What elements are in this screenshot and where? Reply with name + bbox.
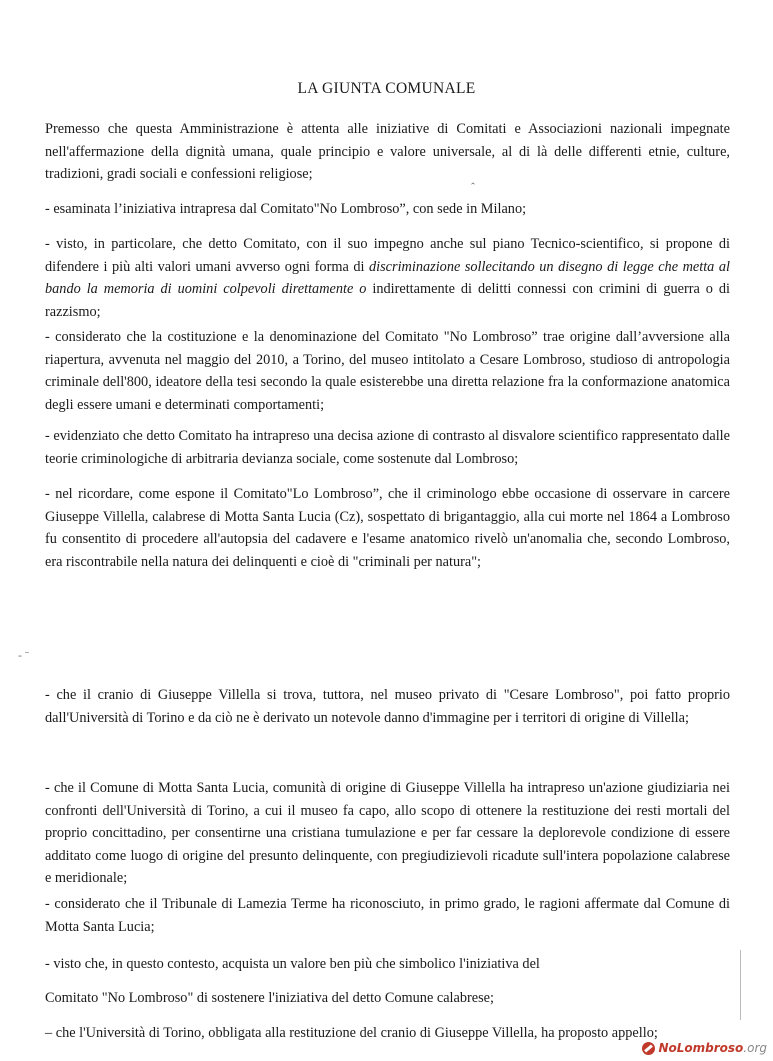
paragraph-premesso: Premesso che questa Amministrazione è attenta alle iniziative di Comitati e Associazioni nazionali impegnate nell'affermazione della dignità umana, quale principio e valore universale, al di là delle differenti etnie, culture, tradizioni, gradi sociali e confessioni religiose;: [45, 121, 730, 182]
paragraph-visto-contesto-a: - visto che, in questo contesto, acquista un valore ben più che simbolico l'iniziativa del: [45, 956, 540, 972]
paragraph-evidenziato: - evidenziato che detto Comitato ha intrapreso una decisa azione di contrasto al disvalore scientifico rappresentato dalle teorie criminologiche di arbitraria devianza sociale, come sostenute dal Lombroso;: [45, 428, 730, 467]
document-title: LA GIUNTA COMUNALE: [297, 80, 476, 97]
paragraph-considerato-costituzione: - considerato che la costituzione e la denominazione del Comitato "No Lombroso” trae origine dall’avversione alla riapertura, avvenuta nel maggio del 2010, a Torino, del museo intitolato a Cesare Lombroso, studioso di antropologia criminale dell'800, ideatore della tesi secondo la quale esisterebbe una diretta relazione fra la conformazione anatomica degli essere umani e determinati comportamenti;: [45, 329, 730, 413]
visto-text-c: indirettamente di delitti connessi con crimini di guerra o di razzismo;: [45, 281, 730, 320]
visto-text-italic: discriminazione sollecitando un disegno di legge che metta al bando la memoria di uomini colpevoli direttamente o: [45, 258, 730, 297]
watermark-tld: .org: [743, 1041, 767, 1055]
paragraph-comune-motta: - che il Comune di Motta Santa Lucia, comunità di origine di Giuseppe Villella ha intrapreso un'azione giudiziaria nei confronti dell'Università di Torino, a cui il museo fa capo, allo scopo di ottenere la restituzione dei resti mortali del proprio concittadino, per consentirne una cristiana tumulazione e per far cessare la deplorevole condizione di essere additato come luogo di origine del presunto delinquente, con pregiudizievoli ricadute sull'intera popolazione calabrese e meridionale;: [45, 780, 730, 886]
paragraph-visto: [45, 233, 730, 323]
watermark-brand: NoLombroso: [658, 1041, 744, 1055]
paragraph-appello: – che l'Università di Torino, obbligata alla restituzione del cranio di Giuseppe Villella, ha proposto appello;: [45, 1025, 658, 1041]
no-sign-icon: [642, 1042, 655, 1055]
paragraph-tribunale: - considerato che il Tribunale di Lamezia Terme ha riconosciuto, in primo grado, le ragioni affermate dal Comune di Motta Santa Lucia;: [45, 896, 730, 935]
paragraph-nel-ricordare: - nel ricordare, come espone il Comitato"Lo Lombroso”, che il criminologo ebbe occasione di osservare in carcere Giuseppe Villella, calabrese di Motta Santa Lucia (Cz), sospettato di brigantaggio, alla cui morte nel 1864 a Lombroso fu consentito di procedere all'autopsia del cadavere e l'esame anatomico rivelò un'anomalia che, secondo Lombroso, era riscontrabile nella natura dei delinquenti e cioè di "criminali per natura";: [45, 486, 730, 570]
stray-mark: ‐ ˉ: [18, 648, 29, 662]
scan-edge-line: [740, 950, 741, 1020]
stray-mark: ˆ: [471, 180, 475, 194]
visto-text-a: - visto, in particolare, che detto Comitato, con il suo impegno anche sul piano Tecnico-scientifico, si propone di difendere i più alti valori umani avverso ogni forma di: [45, 236, 730, 275]
paragraph-visto-contesto-b: Comitato "No Lombroso" di sostenere l'iniziativa del detto Comune calabrese;: [45, 990, 495, 1006]
paragraph-cranio: - che il cranio di Giuseppe Villella si trova, tuttora, nel museo privato di "Cesare Lombroso", poi fatto proprio dall'Università di Torino e da ciò ne è derivato un notevole danno d'immagine per i territori di origine di Villella;: [45, 687, 730, 726]
watermark: [642, 1041, 767, 1055]
paragraph-esaminata: - esaminata l’iniziativa intrapresa dal Comitato"No Lombroso”, con sede in Milano;: [45, 201, 527, 217]
